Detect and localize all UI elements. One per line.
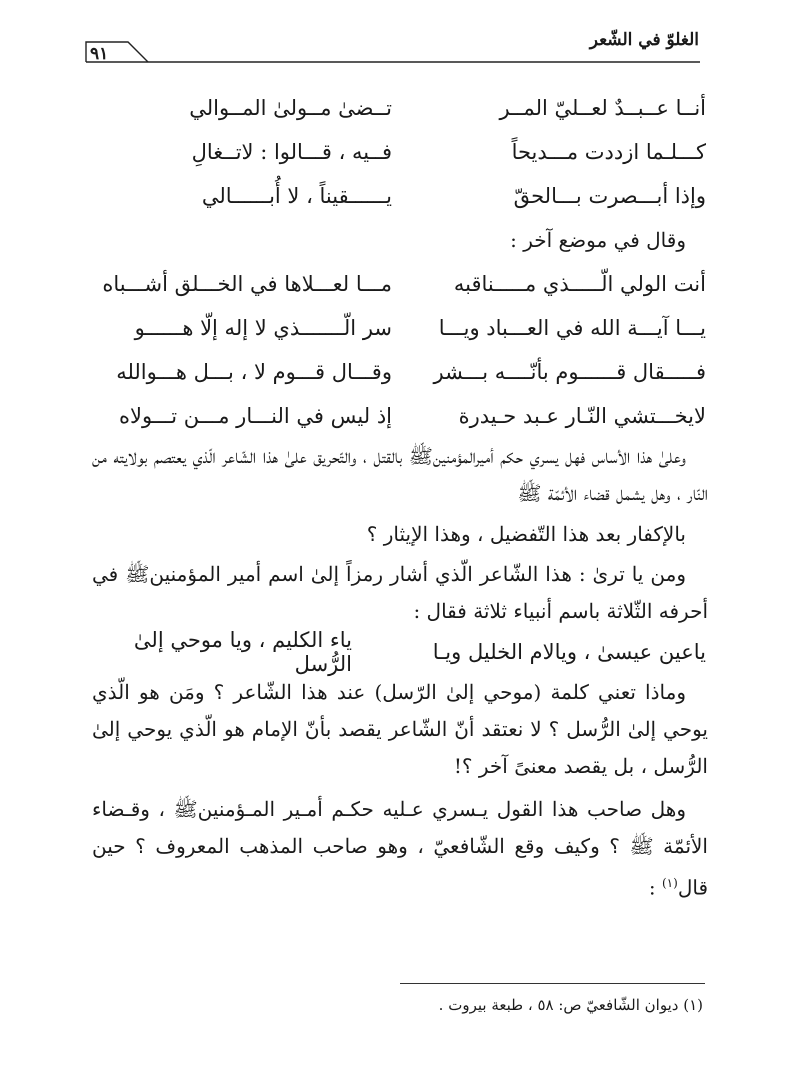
- footnote: (١) ديوان الشّافعيّ ص: ٥٨ ، طبعة بيروت .: [438, 996, 703, 1014]
- paragraph: وماذا تعني كلمة (موحي إلىٰ الرّسل) عند هذا الشّاعر ؟ ومَن هو الّذي يوحي إلىٰ الرُّسل ؟ لا نعتقد أنّ الشّاعر يقصد بأنّ الإمام هو الّذي يوحي إلىٰ الرُّسل ، بل يقصد معنىً آخر ؟!: [92, 680, 708, 778]
- paragraph: وعلىٰ هذا الأساس فهل يسري حكم أميرالمؤمنينﷺ بالقتل ، والتّحريق علىٰ هذا الشّاعر الّذي يعتصم بولايته من النّار ، وهل يشمل قضاء الأئمّة ﷺ: [92, 444, 708, 505]
- verse-hemistich-first: ياعين عيسىٰ ، ويالام الخليل ويـا: [432, 640, 706, 664]
- running-title: الغلوّ في الشّعر: [589, 30, 699, 50]
- verse-hemistich-second: ياء الكليم ، ويا موحي إلىٰ الرُّسل: [133, 628, 352, 676]
- verse-hemistich-first: وإذا أبـــصرت بـــالحقّ: [513, 184, 706, 208]
- intro-line: وقال في موضع آخر :: [510, 228, 686, 252]
- page-number: ٩١: [90, 44, 109, 64]
- verse-hemistich-second: يــــــقيناً ، لا أُبــــــالي: [201, 184, 392, 208]
- footnote-ref[interactable]: (١): [661, 876, 678, 890]
- verse-hemistich-second: وقـــال قـــوم لا ، بـــل هـــوالله: [116, 360, 392, 384]
- footnote-separator: [400, 983, 705, 984]
- paragraph-text: وهل صاحب هذا القول يـسري عـليه حكـم أمـير المـؤمنينﷺ ، وقـضاء الأئمّة ﷺ ؟ وكيف وقع الشّافعيّ ، وهو صاحب المذهب المعروف ؟ حين قال: [92, 797, 708, 900]
- verse-hemistich-second: إذ ليس في النـــار مـــن تـــولاه: [119, 404, 392, 428]
- verse-hemistich-first: كـــلـما ازددت مـــديحاً: [511, 140, 706, 164]
- verse-hemistich-first: أنت الولي الّـــــذي مـــــناقبه: [453, 272, 706, 296]
- verse-hemistich-second: مـــا لعـــلاها في الخـــلق أشـــباه: [102, 272, 392, 296]
- verse-line: [92, 86, 708, 130]
- verse-line: [92, 174, 708, 218]
- verse-hemistich-first: يـــا آيـــة الله في العـــباد ويـــا: [438, 316, 706, 340]
- verse-line: [92, 130, 708, 174]
- paragraph: ومن يا ترىٰ : هذا الشّاعر الّذي أشار رمزاً إلىٰ اسم أمير المؤمنينﷺ في أحرفه الثّلاثة باسم أنبياء ثلاثة فقال :: [92, 562, 708, 623]
- verse-hemistich-first: فـــــقال قــــــوم بأنّــــه بـــشر: [433, 360, 706, 384]
- verse-hemistich-first: لايخـــتشي النّـار عـبد حـيدرة: [458, 404, 706, 428]
- verse-hemistich-first: أنــا عــبــدٌ لعــليّ المــر: [499, 96, 706, 120]
- verse-hemistich-second: سر الّـــــــذي لا إله إلّا هــــــو: [134, 316, 392, 340]
- page-body: [92, 86, 708, 907]
- paragraph-line: بالإكفار بعد هذا التّفضيل ، وهذا الإيثار ؟: [366, 522, 686, 546]
- verse-line: [92, 630, 708, 674]
- paragraph: [92, 791, 708, 907]
- verse-line: [92, 262, 708, 306]
- page-header: [0, 0, 791, 72]
- verse-hemistich-second: تــضىٰ مــولىٰ المــوالي: [189, 96, 392, 120]
- verse-hemistich-second: فــيه ، قـــالوا : لاتــغالِ: [191, 140, 392, 164]
- verse-line: [92, 306, 708, 350]
- paragraph-tail: :: [648, 875, 662, 900]
- verse-line: [92, 394, 708, 438]
- verse-line: [92, 350, 708, 394]
